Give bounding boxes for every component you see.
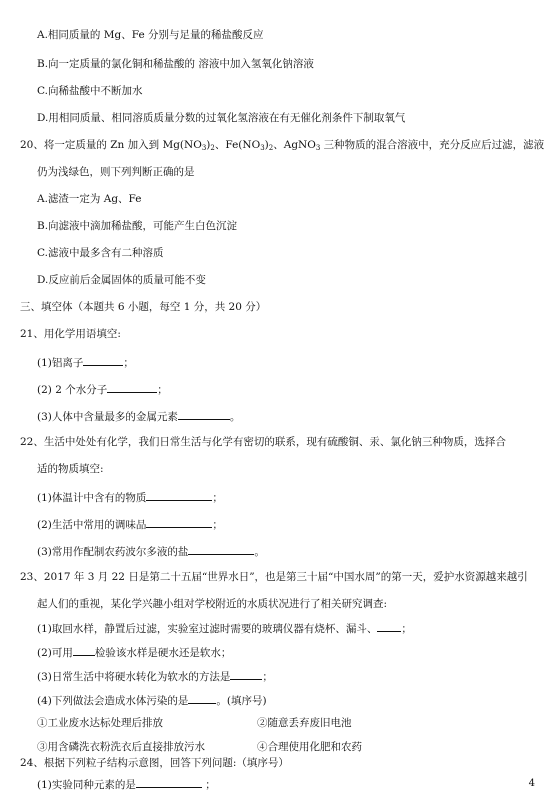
answer-blank[interactable] [146,516,212,528]
q20-stem-text: 将一定质量的 Zn 加入到 $Mg(NO_3)_2$、$Fe(NO_3)_2$、AgNO$_3$ 三种物质的混合溶液中，充分反应后过滤，滤液 [43,139,545,152]
q22-stem-line2: 适的物质填空: [37,463,104,475]
q24-stem [20,756,289,770]
q22-part3: (3)常用作配制农药波尔多液的盐 。 [37,543,265,559]
q21-stem-text: 用化学用语填空: [43,328,121,340]
q19-option-a: A.相同质量的 Mg、Fe 分别与足量的稀盐酸反应 [37,29,264,41]
q22-stem-text: 生活中处处有化学，我们日常生活与化学有密切的联系，现有硫酸铜、汞、氯化钠三种物质，选择合 [43,436,506,448]
q20-option-c: C.滤液中最多含有二种溶质 [37,247,164,259]
q19-option-d: D.用相同质量、相同溶质质量分数的过氧化氢溶液在有无催化剂条件下制取氧气 [37,112,406,124]
q20-stem-line1 [20,138,544,152]
answer-blank[interactable] [136,776,202,788]
answer-blank[interactable] [146,489,212,501]
q22-stem-line1 [20,435,506,449]
q23-part4: (4)下列做法会造成水体污染的是 。(填序号) [37,692,267,708]
section-heading: 三、填空体（本题共 6 小题，每空 1 分，共 20 分） [20,301,267,313]
q23-part3: (3)日常生活中将硬水转化为软水的方法是 ； [37,668,273,684]
q24-stem-text: 根据下列粒子结构示意图，回答下列问题:（填序号） [43,757,289,769]
q20-stem-line2: 仍为浅绿色，则下列判断正确的是 [37,166,195,178]
q23-stem-line1 [20,570,528,584]
q23-stem-text: 2017 年 3 月 22 日是第二十五届“世界水日”，也是第三十届“中国水周”的第一天，爱护水资源越来越引 [43,571,528,583]
q20-option-d: D.反应前后金属固体的质量可能不变 [37,274,206,286]
question-number: 23、 [20,571,44,583]
answer-blank[interactable] [83,354,123,366]
page-number: 4 [528,778,535,789]
question-number: 21、 [20,328,44,340]
q23-choice-1: ①工业废水达标处理后排放 [37,717,163,729]
answer-blank[interactable] [178,408,230,420]
answer-blank[interactable] [188,543,254,555]
q21-stem [20,327,121,341]
q20-option-a: A.滤渣一定为 Ag、Fe [37,193,142,205]
q21-part1: (1)铝离子 ； [37,354,134,370]
q21-part3: (3)人体中含量最多的金属元素 。 [37,408,240,424]
answer-blank[interactable] [230,668,262,680]
answer-blank[interactable] [188,692,216,704]
q23-choice-4: ④合理使用化肥和农药 [257,741,362,753]
q20-option-b: B.向滤液中滴加稀盐酸，可能产生白色沉淀 [37,220,238,232]
question-number: 22、 [20,436,44,448]
q21-part2: (2) 2 个水分子 ； [37,381,168,397]
q19-option-c: C.向稀盐酸中不断加水 [37,85,143,97]
q23-part1: (1)取回水样，静置后过滤，实验室过滤时需要的玻璃仪器有烧杯、漏斗、 ； [37,620,412,636]
q23-stem-line2: 起人们的重视，某化学兴趣小组对学校附近的水质状况进行了相关研究调查: [37,598,388,610]
answer-blank[interactable] [73,644,95,656]
q23-part2: (2)可用 检验该水样是硬水还是软水； [37,644,231,660]
q19-option-b: B.向一定质量的氯化铜和稀盐酸的 溶液中加入氢氧化钠溶液 [37,58,314,70]
q22-part2: (2)生活中常用的调味品 ； [37,516,223,532]
question-number: 24、 [20,757,44,769]
question-number: 20、 [20,139,44,151]
q24-part1: (1)实验同种元素的是 ； [37,776,216,792]
q23-choice-3: ③用含磷洗衣粉洗衣后直接排放污水 [37,741,205,753]
q23-choice-2: ②随意丢弃废旧电池 [257,717,352,729]
q22-part1: (1)体温计中含有的物质 ； [37,489,223,505]
answer-blank[interactable] [107,381,157,393]
answer-blank[interactable] [377,620,401,632]
